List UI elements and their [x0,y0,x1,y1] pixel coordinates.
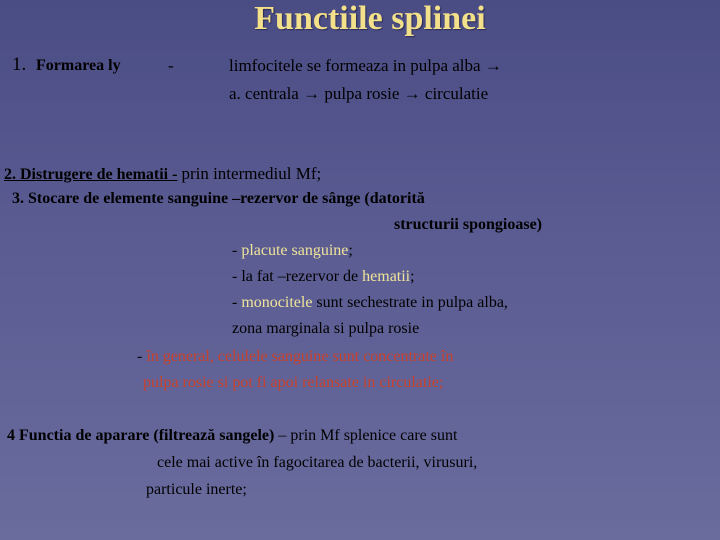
item4-label: 4 Functia de aparare (filtrează sangele) [7,427,275,444]
item3-sub2-pre: - la fat –rezervor de [232,268,359,285]
item3-sub2-highlight: hematii [362,268,411,285]
item3-sub3 [232,294,508,312]
slide-title: Functiile splinei [254,0,486,37]
item3-sub4-line1: în general, celulele sanguine sunt concentrate în [146,348,454,365]
item3-sub4-dash: - [137,348,143,365]
item4-line3: particule inerte; [146,481,247,498]
item3-line2: structurii spongioase) [394,216,542,233]
item3-sub1-text: placute sanguine [241,242,349,259]
item3-sub3-dash: - [232,294,238,311]
item3-sub1-dash: - [232,242,238,259]
item3-line1: 3. Stocare de elemente sanguine –rezervor de sânge (datorită [12,190,425,207]
item4-line1 [7,427,457,445]
item3-sub3-highlight: monocitele [241,294,313,311]
item3-sub2 [232,268,415,286]
item3-sub4 [137,348,453,366]
item1-dash: - [168,56,174,75]
item3-sub3-rest: sunt sechestrate in pulpa alba, [316,294,508,311]
item4-line2: cele mai active în fagocitarea de bacterii, virusuri, [157,454,478,471]
item3-sub3-line2: zona marginala si pulpa rosie [232,320,420,337]
item2-line [4,164,321,184]
item3-sub4-line2: pulpa rosie si pot fi apoi relansate in circulatie; [143,374,444,391]
item1-number: 1. [12,54,27,75]
item3-sub1-end: ; [348,242,353,259]
item4-rest: – prin Mf splenice care sunt [274,427,458,444]
item1-label: Formarea ly [36,57,121,74]
item1-line1: limfocitele se formeaza in pulpa alba → [229,56,502,75]
item1-line2: a. centrala → pulpa rosie → circulatie [229,84,489,103]
item3-sub1 [232,242,353,260]
item2-label: 2. Distrugere de hematii - [4,166,178,183]
item2-rest: prin intermediul Mf; [181,164,322,183]
item3-sub2-end: ; [410,268,415,285]
